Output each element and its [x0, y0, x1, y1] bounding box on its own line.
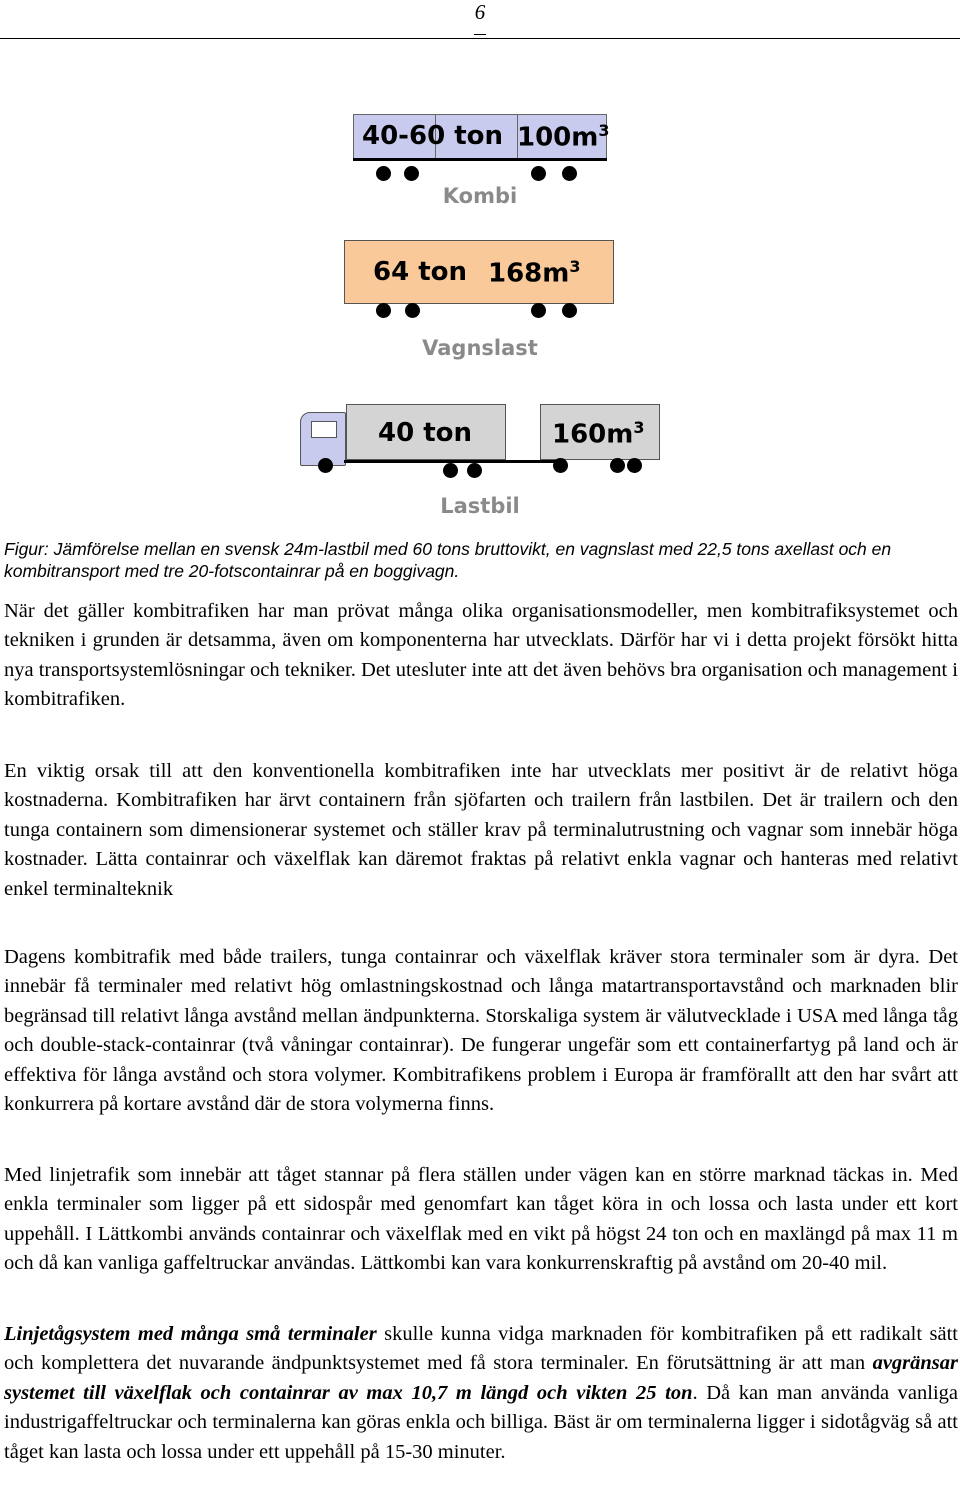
kombi-chassis — [353, 158, 607, 161]
vagnslast-weight: 64 ton — [373, 257, 468, 287]
paragraph-5-emphasis-1: Linjetågsystem med många små terminaler — [4, 1323, 377, 1345]
vagnslast-volume — [488, 257, 581, 289]
kombi-volume-value: 100m — [517, 122, 599, 153]
kombi-wheel — [376, 166, 391, 181]
lastbil-wheel — [627, 458, 642, 473]
kombi-wheel — [404, 166, 419, 181]
vagnslast-wheel — [376, 303, 391, 318]
lastbil-label: Lastbil — [440, 494, 520, 518]
paragraph-5-text-2: . Då kan man använda vanliga industrigaffeltruckar och terminalerna kan göras enkla och billiga. Bäst är om terminalerna ligger i sidotågväg så att tåget kan lasta och lossa under ett uppehåll på 15-30 minuter. — [4, 1381, 958, 1463]
header-rule — [0, 38, 960, 39]
paragraph-5 — [4, 1320, 958, 1467]
kombi-weight: 40-60 ton — [362, 121, 504, 151]
kombi-label: Kombi — [442, 184, 518, 208]
paragraph-3: Dagens kombitrafik med både trailers, tunga containrar och växelflak kräver stora terminaler som är dyra. Det innebär få terminaler med relativt hög omlastningskostnad och långa matartransportavstånd och marknaden blir begränsad till relativt långa avstånd mellan ändpunkterna. Storskaliga system är välutvecklade i USA med långa tåg och double-stack-containrar (två våningar containrar). De fungerar ungefär som ett containerfartyg på land och är effektiva för långa avstånd och stora volymer. Kombitrafikens problem i Europa är framförallt att den har svårt att konkurrera på kortare avstånd där de stora volymerna finns. — [4, 946, 958, 1116]
lastbil-wheel — [443, 463, 458, 478]
vagnslast-wheel — [405, 303, 420, 318]
lastbil-volume-sup: 3 — [633, 418, 645, 437]
kombi-wheel — [562, 166, 577, 181]
lastbil-volume-value: 160m — [552, 419, 634, 450]
lastbil-wheel — [553, 458, 568, 473]
lastbil-weight: 40 ton — [378, 418, 473, 448]
lastbil-wheel — [610, 458, 625, 473]
vagnslast-wheel — [531, 303, 546, 318]
paragraph-5-text-1: skulle kunna vidga marknaden för kombitrafiken på ett radikalt sätt och komplettera det nuvarande ändpunktsystemet med få stora terminaler. En förutsättning är att man — [4, 1323, 958, 1375]
page-number: 6 — [474, 0, 486, 24]
lastbil-cab-window — [311, 421, 337, 438]
lastbil-wheel — [318, 458, 333, 473]
kombi-volume — [517, 121, 610, 153]
vagnslast-label: Vagnslast — [422, 336, 538, 360]
paragraph-4: Med linjetrafik som innebär att tåget stannar på flera ställen under vägen kan en större marknad täckas in. Med enkla terminaler som ligger på ett sidospår med genomfart kan tåget köra in och lossa och lasta under ett kort uppehåll. I Lättkombi används containrar och växelflak med en vikt på högst 24 ton och en maxlängd på max 11 m och då kan vanliga gaffeltruckar användas. Lättkombi kan vara konkurrenskraftig på avstånd om 20-40 mil. — [4, 1164, 958, 1275]
lastbil-wheel — [467, 463, 482, 478]
figure-caption: Figur: Jämförelse mellan en svensk 24m-lastbil med 60 tons bruttovikt, en vagnslast med 22,5 tons axellast och en kombitransport med tre 20-fotscontainrar på en boggivagn. — [4, 539, 892, 581]
vagnslast-wheel — [562, 303, 577, 318]
page-number-underline — [474, 34, 486, 35]
paragraph-1: När det gäller kombitrafiken har man prövat många olika organisationsmodeller, men kombitrafiksystemet och tekniken i grunden är detsamma, även om komponenterna har utvecklats. Därför har vi i detta projekt försökt hitta nya transportsystemlösningar och tekniker. Det utesluter inte att det även behövs bra organisation och management i kombitrafiken. — [4, 600, 958, 711]
vagnslast-volume-sup: 3 — [569, 257, 581, 276]
lastbil-volume — [552, 418, 645, 450]
vagnslast-volume-value: 168m — [488, 258, 570, 289]
kombi-volume-sup: 3 — [598, 121, 610, 140]
paragraph-5-emphasis-2: avgränsar systemet till växelflak och containrar av max 10,7 m längd och vikten 25 ton — [4, 1352, 958, 1404]
paragraph-2: En viktig orsak till att den konventionella kombitrafiken inte har utvecklats mer positivt är de relativt höga kostnaderna. Kombitrafiken har ärvt containern från sjöfarten och trailern från lastbilen. Det är trailern och den tunga containern som dimensionerar systemet och ställer krav på terminalutrustning och vagnar som innebär höga kostnader. Lätta containrar och växelflak kan däremot fraktas på relativt enkla vagnar och hanteras med relativt enkel terminalteknik — [4, 760, 958, 900]
kombi-wheel — [531, 166, 546, 181]
